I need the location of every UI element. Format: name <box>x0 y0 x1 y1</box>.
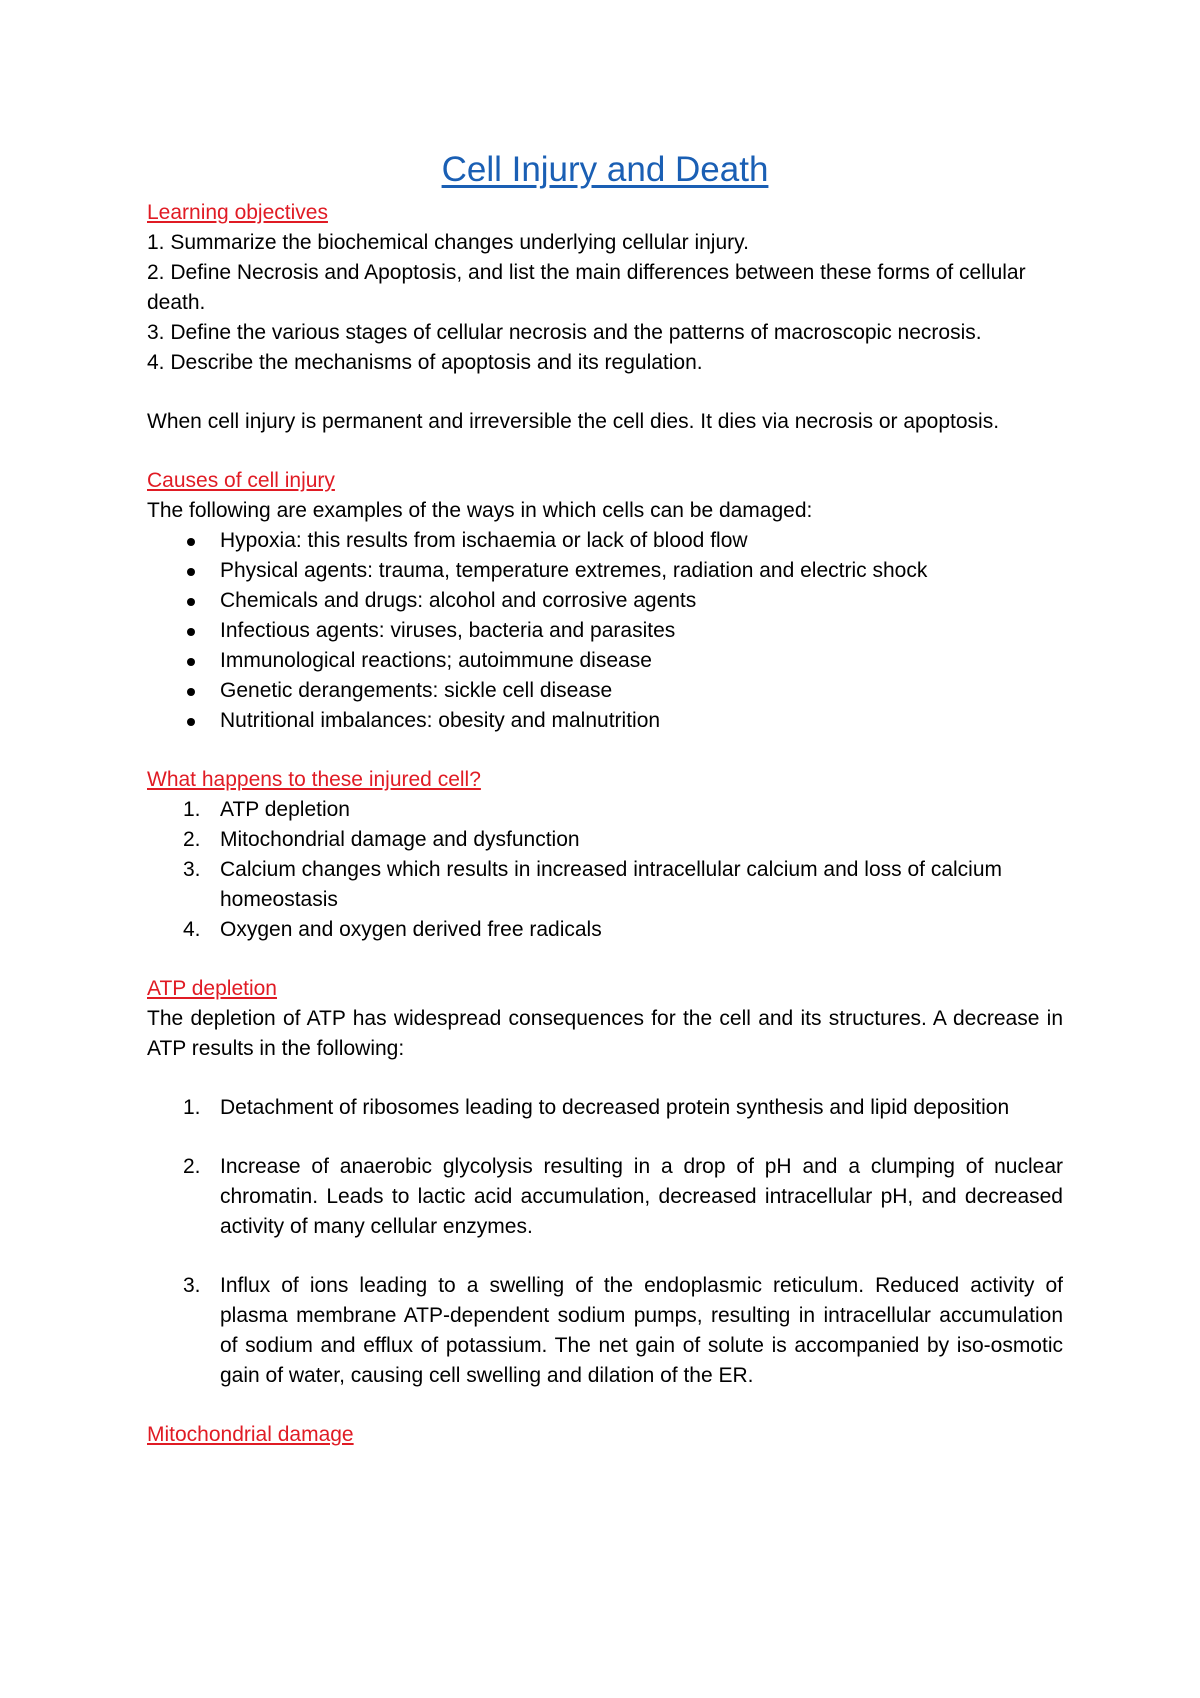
objective-item: 1. Summarize the biochemical changes underlying cellular injury. <box>147 231 749 254</box>
atp-list <box>147 1093 1063 1391</box>
objectives-heading: Learning objectives <box>147 201 328 224</box>
happens-heading: What happens to these injured cell? <box>147 768 481 791</box>
list-item: Infectious agents: viruses, bacteria and parasites <box>147 616 1063 646</box>
causes-heading: Causes of cell injury <box>147 469 335 492</box>
mito-heading: Mitochondrial damage <box>147 1423 354 1446</box>
list-item: 3. Influx of ions leading to a swelling of the endoplasmic reticulum. Reduced activity of plasma membrane ATP-dependent sodium pumps, resulting in intracellular accumulation of sodium and efflux of potassium. The net gain of solute is accompanied by iso-osmotic gain of water, causing cell swelling and dilation of the ER. <box>183 1274 1063 1387</box>
list-item: 3. Calcium changes which results in increased intracellular calcium and loss of calcium homeostasis <box>183 858 1003 911</box>
list-item: Genetic derangements: sickle cell disease <box>147 676 1063 706</box>
list-item: 4. Oxygen and oxygen derived free radicals <box>183 918 602 941</box>
bullet-icon <box>187 628 195 636</box>
list-item: Physical agents: trauma, temperature extremes, radiation and electric shock <box>147 556 1063 586</box>
atp-heading: ATP depletion <box>147 977 277 1000</box>
list-item: Immunological reactions; autoimmune disease <box>147 646 1063 676</box>
list-item: Nutritional imbalances: obesity and malnutrition <box>147 706 1063 736</box>
bullet-icon <box>187 658 195 666</box>
happens-list <box>147 795 1063 945</box>
objective-item: 4. Describe the mechanisms of apoptosis and its regulation. <box>147 351 703 374</box>
bullet-icon <box>187 538 195 546</box>
objective-item: 2. Define Necrosis and Apoptosis, and list the main differences between these forms of cellular death. <box>147 261 1026 314</box>
causes-list <box>147 526 1063 736</box>
causes-lead: The following are examples of the ways in which cells can be damaged: <box>147 499 813 522</box>
list-item: 1. Detachment of ribosomes leading to decreased protein synthesis and lipid deposition <box>183 1096 1010 1119</box>
list-item: 1. ATP depletion <box>183 798 350 821</box>
bullet-icon <box>187 718 195 726</box>
list-item: 2. Increase of anaerobic glycolysis resulting in a drop of pH and a clumping of nuclear chromatin. Leads to lactic acid accumulation, decreased intracellular pH, and decreased activity of many cellular enzymes. <box>183 1155 1063 1238</box>
list-item: Chemicals and drugs: alcohol and corrosive agents <box>147 586 1063 616</box>
bullet-icon <box>187 568 195 576</box>
list-item: Hypoxia: this results from ischaemia or lack of blood flow <box>147 526 1063 556</box>
intro-paragraph: When cell injury is permanent and irreversible the cell dies. It dies via necrosis or apoptosis. <box>147 410 1000 433</box>
list-item: 2. Mitochondrial damage and dysfunction <box>183 828 580 851</box>
page-title: Cell Injury and Death <box>441 150 769 189</box>
bullet-icon <box>187 598 195 606</box>
document-page <box>147 148 1063 1450</box>
atp-lead: The depletion of ATP has widespread consequences for the cell and its structures. A decrease in ATP results in the following: <box>147 1007 1063 1060</box>
bullet-icon <box>187 688 195 696</box>
objective-item: 3. Define the various stages of cellular necrosis and the patterns of macroscopic necrosis. <box>147 321 982 344</box>
